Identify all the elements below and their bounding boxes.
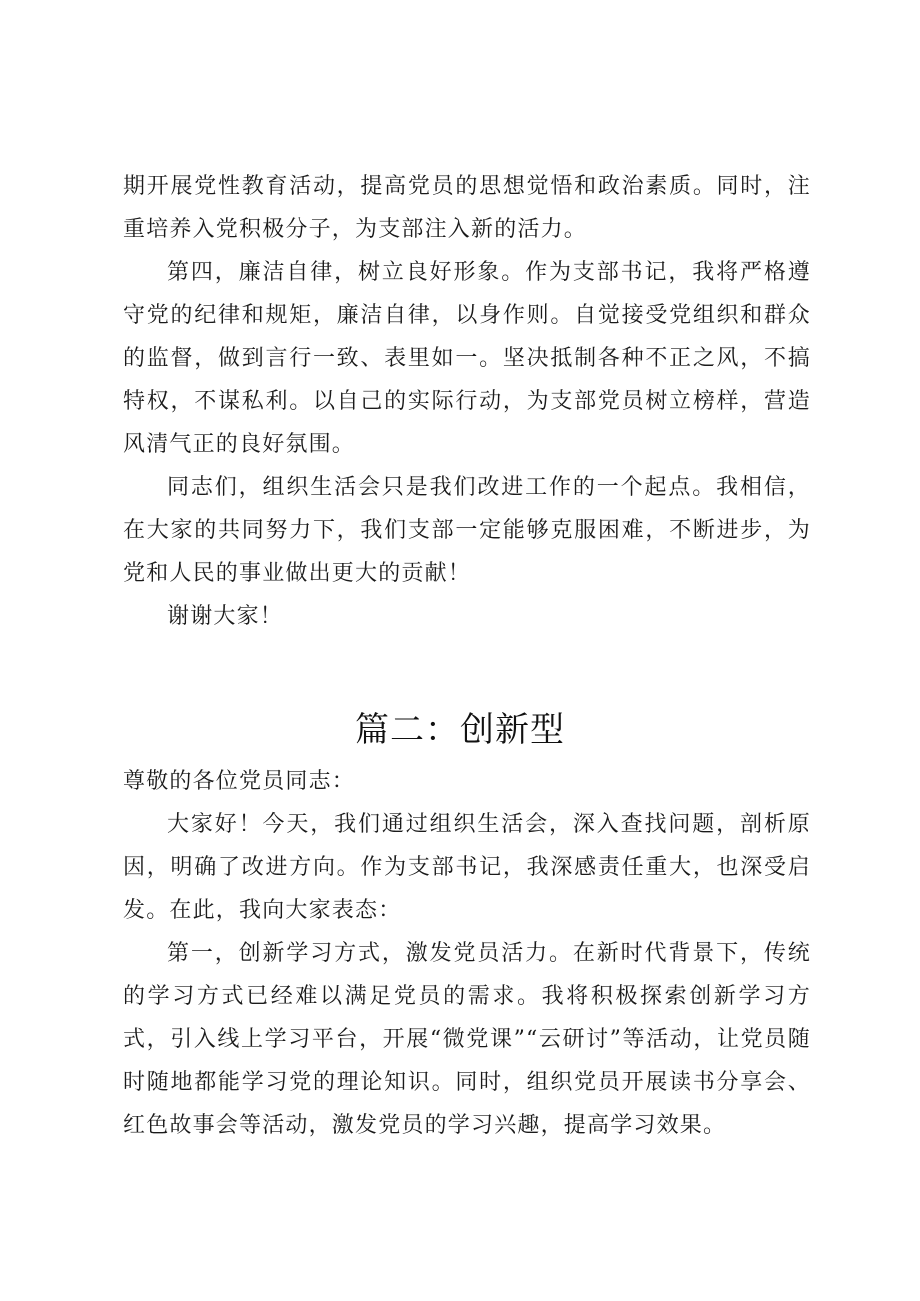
salutation: 尊敬的各位党员同志： xyxy=(123,769,356,794)
part-one-body xyxy=(123,165,811,638)
greeting-paragraph: 大家好！今天，我们通过组织生活会，深入查找问题，剖析原因，明确了改进方向。作为支部书记，我深感责任重大，也深受启发。在此，我向大家表态： xyxy=(123,812,811,923)
comrades-paragraph: 同志们，组织生活会只是我们改进工作的一个起点。我相信，在大家的共同努力下，我们支部一定能够克服困难，不断进步，为党和人民的事业做出更大的贡献！ xyxy=(123,475,811,586)
section-title: 篇二：创新型 xyxy=(355,710,565,750)
first-point-paragraph: 第一，创新学习方式，激发党员活力。在新时代背景下，传统的学习方式已经难以满足党员的需求。我将积极探索创新学习方式，引入线上学习平台，开展“微党课”“云研讨”等活动，让党员随时随地都能学习党的理论知识。同时，组织党员开展读书分享会、红色故事会等活动，激发党员的学习兴趣，提高学习效果。 xyxy=(123,941,811,1138)
part-two-body xyxy=(123,760,811,1147)
fourth-point-paragraph: 第四，廉洁自律，树立良好形象。作为支部书记，我将严格遵守党的纪律和规矩，廉洁自律，以身作则。自觉接受党组织和群众的监督，做到言行一致、表里如一。坚决抵制各种不正之风，不搞特权，不谋私利。以自己的实际行动，为支部党员树立榜样，营造风清气正的良好氛围。 xyxy=(123,260,811,457)
thanks-paragraph: 谢谢大家！ xyxy=(167,604,284,629)
continuation-paragraph: 期开展党性教育活动，提高党员的思想觉悟和政治素质。同时，注重培养入党积极分子，为支部注入新的活力。 xyxy=(123,174,811,242)
